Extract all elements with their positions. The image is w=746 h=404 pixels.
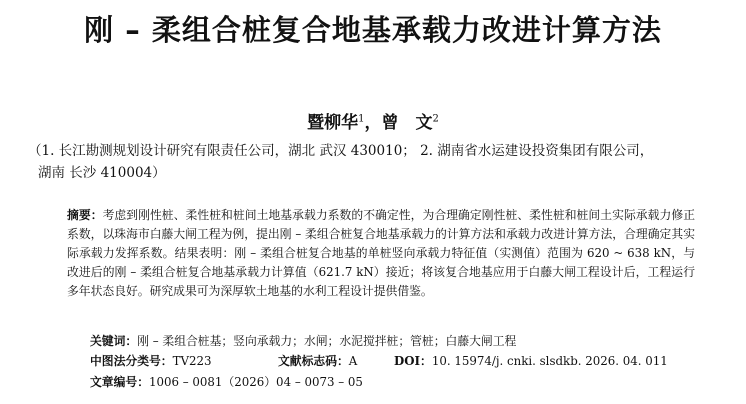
author-name: 暨柳华 <box>307 113 359 133</box>
doi-label: DOI： <box>394 354 432 368</box>
doi-value: 10. 15974/j. cnki. slsdkb. 2026. 04. 011 <box>431 354 668 368</box>
keywords <box>90 332 516 349</box>
author-name: 曾 文 <box>381 113 433 133</box>
article-number-label: 文章编号： <box>90 375 149 389</box>
doc-code-value: A <box>348 354 358 368</box>
clc-field <box>90 352 278 369</box>
classification-line <box>90 352 668 369</box>
author-affil-marker: 2 <box>432 113 439 125</box>
clc-label: 中图法分类号： <box>90 354 173 368</box>
author-affil-marker: 1 <box>358 113 365 125</box>
affiliation-line: （1. 长江勘测规划设计研究有限责任公司，湖北 武汉 430010； 2. 湖南省水运建设投资集团有限公司， <box>28 143 654 159</box>
clc-value: TV223 <box>172 354 212 368</box>
abstract-label: 摘要： <box>67 208 103 222</box>
abstract-text: 考虑到刚性桩、柔性桩和桩间土地基承载力系数的不确定性，为合理确定刚性桩、柔性桩和桩间土实际承载力修正系数，以珠海市白藤大闸工程为例，提出刚 – 柔组合桩复合地基承载力的计算方法和承载力改进计算方法，合理确定其实际承载力发挥系数。结果表明：刚 – 柔组合桩复合地基的单桩竖向承载力特征值（实测值）范围为 620 ~ 638 kN，与改进后的刚 – 柔组合桩复合地基承载力计算值（621.7 kN）接近；将该复合地基应用于白藤大闸工程设计后，工程运行多年状态良好。研究成果可为深厚软土地基的水利工程设计提供借鉴。 <box>67 208 695 298</box>
doi-field <box>394 352 668 369</box>
abstract <box>67 206 695 301</box>
author-line <box>0 108 746 133</box>
doc-code-label: 文献标志码： <box>278 354 349 368</box>
affiliations <box>28 140 728 184</box>
affiliation-line: 湖南 长沙 410004） <box>38 165 166 181</box>
doc-code-field <box>278 352 394 369</box>
author-separator: ， <box>364 113 382 133</box>
article-number-value: 1006 – 0081（2026）04 – 0073 – 05 <box>149 375 363 389</box>
article-number <box>90 373 363 390</box>
keywords-label: 关键词： <box>90 334 138 348</box>
paper-title: 刚 – 柔组合桩复合地基承载力改进计算方法 <box>84 13 662 47</box>
keywords-text: 刚 – 柔组合桩基；竖向承载力；水闸；水泥搅拌桩；管桩；白藤大闸工程 <box>137 334 517 348</box>
